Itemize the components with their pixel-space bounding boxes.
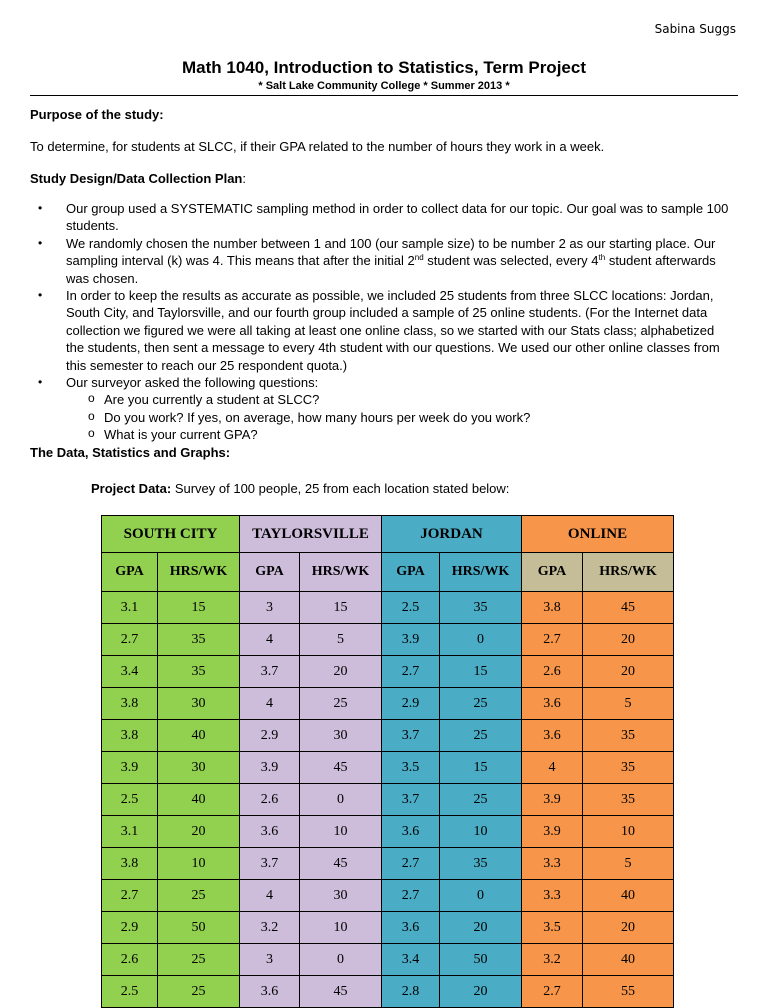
design-bullet-list [30,200,730,444]
design-heading-line: Study Design/Data Collection Plan: [30,171,246,186]
table-cell: 40 [583,944,674,976]
bullet-sampling-interval [30,235,730,287]
table-cell: 2.7 [382,880,440,912]
table-row [102,720,674,752]
table-cell: 3.5 [382,752,440,784]
table-cell: 3.8 [102,688,158,720]
table-cell: 2.7 [102,624,158,656]
table-cell: 2.9 [240,720,300,752]
table-cell: 2.7 [522,976,583,1008]
table-cell: 25 [158,944,240,976]
table-cell: 3.7 [382,784,440,816]
project-data-line [91,480,731,497]
bullet-questions-intro: Our surveyor asked the following questions: [66,375,319,391]
table-row [102,688,674,720]
table-cell: 3.1 [102,592,158,624]
col-hrs: HRS/WK [300,553,382,592]
table-cell: 3.6 [522,688,583,720]
header-online: ONLINE [522,516,674,553]
table-cell: 5 [583,848,674,880]
question-item: o Do you work? If yes, on average, how many hours per week do you work? [66,409,730,426]
table-cell: 3.1 [102,816,158,848]
table-row [102,912,674,944]
table-cell: 10 [300,816,382,848]
table-cell: 2.5 [382,592,440,624]
table-cell: 35 [440,592,522,624]
purpose-text: To determine, for students at SLCC, if their GPA related to the number of hours they work in a week. [30,139,605,154]
table-cell: 2.7 [522,624,583,656]
table-cell: 3.3 [522,848,583,880]
table-cell: 20 [583,656,674,688]
table-cell: 10 [158,848,240,880]
table-cell: 35 [158,624,240,656]
table-cell: 25 [440,720,522,752]
table-cell: 45 [583,592,674,624]
table-cell: 15 [440,656,522,688]
table-cell: 3.6 [240,816,300,848]
col-hrs: HRS/WK [158,553,240,592]
bullet-interval-text-a: We randomly chosen the number between 1 and 100 (our sample size) to be number 2 as our starting place. Our sampling interval (k) was 4. This means that after the initial 2 [66,235,716,269]
table-cell: 55 [583,976,674,1008]
col-gpa: GPA [522,553,583,592]
table-cell: 3.4 [382,944,440,976]
table-cell: 10 [300,912,382,944]
document-subtitle: * Salt Lake Community College * Summer 2013 * [258,80,510,92]
table-cell: 3.9 [522,784,583,816]
table-cell: 30 [300,880,382,912]
table-cell: 3.8 [102,848,158,880]
table-row [102,752,674,784]
table-cell: 45 [300,976,382,1008]
table-cell: 20 [158,816,240,848]
table-cell: 3.8 [102,720,158,752]
bullet-sampling-method: • Our group used a SYSTEMATIC sampling method in order to collect data for our topic. Our goal was to sample 100 students. [30,200,730,235]
table-cell: 3.4 [102,656,158,688]
table-cell: 3.3 [522,880,583,912]
table-cell: 3.8 [522,592,583,624]
table-cell: 35 [583,784,674,816]
table-cell: 3.9 [102,752,158,784]
table-cell: 35 [583,720,674,752]
table-cell: 2.7 [382,656,440,688]
data-heading: The Data, Statistics and Graphs: [30,445,231,460]
location-header-row [102,516,674,553]
question-item: o What is your current GPA? [66,426,730,443]
table-cell: 20 [440,976,522,1008]
table-cell: 2.7 [382,848,440,880]
table-cell: 10 [440,816,522,848]
title-divider [30,95,738,96]
table-cell: 25 [440,784,522,816]
table-row [102,816,674,848]
table-cell: 20 [583,912,674,944]
table-cell: 3.7 [240,848,300,880]
question-list [66,391,730,443]
sup-th: th [598,253,606,263]
table-cell: 3 [240,944,300,976]
col-hrs: HRS/WK [583,553,674,592]
table-cell: 3.6 [240,976,300,1008]
design-heading: Study Design/Data Collection Plan [30,171,243,186]
col-gpa: GPA [382,553,440,592]
table-cell: 0 [300,944,382,976]
table-cell: 2.6 [522,656,583,688]
table-cell: 2.9 [102,912,158,944]
table-cell: 40 [158,720,240,752]
table-row [102,656,674,688]
table-row [102,880,674,912]
table-cell: 10 [583,816,674,848]
table-cell: 25 [158,880,240,912]
table-row [102,976,674,1008]
document-title: Math 1040, Introduction to Statistics, Term Project [182,58,586,77]
table-cell: 3.2 [522,944,583,976]
table-cell: 4 [240,624,300,656]
table-cell: 35 [583,752,674,784]
table-cell: 15 [440,752,522,784]
table-row [102,944,674,976]
table-cell: 40 [158,784,240,816]
table-cell: 30 [300,720,382,752]
table-cell: 2.6 [240,784,300,816]
table-cell: 40 [583,880,674,912]
table-cell: 15 [158,592,240,624]
table-cell: 2.5 [102,976,158,1008]
table-cell: 3.5 [522,912,583,944]
table-cell: 3.6 [382,912,440,944]
table-cell: 35 [440,848,522,880]
table-row [102,784,674,816]
survey-data-table [101,515,674,1008]
table-cell: 3.7 [382,720,440,752]
table-row [102,848,674,880]
table-cell: 20 [440,912,522,944]
table-row [102,592,674,624]
table-cell: 0 [440,880,522,912]
col-gpa: GPA [102,553,158,592]
table-cell: 3.7 [240,656,300,688]
table-cell: 4 [240,688,300,720]
table-cell: 2.5 [102,784,158,816]
table-cell: 2.8 [382,976,440,1008]
bullet-questions [30,374,730,444]
table-cell: 15 [300,592,382,624]
author-name: Sabina Suggs [654,22,736,36]
header-south-city: SOUTH CITY [102,516,240,553]
table-cell: 50 [440,944,522,976]
table-cell: 3.9 [522,816,583,848]
table-cell: 5 [300,624,382,656]
project-data-label: Project Data: [91,481,172,496]
table-row [102,624,674,656]
header-jordan: JORDAN [382,516,522,553]
table-cell: 5 [583,688,674,720]
table-cell: 4 [240,880,300,912]
table-cell: 20 [583,624,674,656]
col-hrs: HRS/WK [440,553,522,592]
table-cell: 30 [158,752,240,784]
purpose-heading: Purpose of the study: [30,107,164,122]
table-cell: 3.6 [382,816,440,848]
table-cell: 0 [440,624,522,656]
table-cell: 3 [240,592,300,624]
table-cell: 3.6 [522,720,583,752]
question-item: o Are you currently a student at SLCC? [66,391,730,408]
col-gpa: GPA [240,553,300,592]
table-cell: 0 [300,784,382,816]
table-body [102,592,674,1008]
table-cell: 3.9 [382,624,440,656]
bullet-locations: • In order to keep the results as accurate as possible, we included 25 students from three SLCC locations: Jordan, South City, and Taylorsville, and our fourth group included a sample of 25 online students. (For the Internet data collection we figured we were all taking at least one online class, so we started with our Stats class; alphabetized the students, then sent a message to every 4th student with our questions. We used our other online classes from this semester to reach our 25 respondent quota.) [30,287,730,374]
table-cell: 45 [300,752,382,784]
table-cell: 25 [300,688,382,720]
bullet-interval-text-c: student afterwards was chosen. [66,253,716,286]
table-cell: 30 [158,688,240,720]
table-cell: 35 [158,656,240,688]
table-cell: 20 [300,656,382,688]
table-cell: 45 [300,848,382,880]
table-cell: 3.2 [240,912,300,944]
table-cell: 2.9 [382,688,440,720]
project-data-text: Survey of 100 people, 25 from each location stated below: [171,481,510,496]
table-cell: 3.9 [240,752,300,784]
table-cell: 2.6 [102,944,158,976]
table-cell: 25 [158,976,240,1008]
bullet-interval-text-b: student was selected, every 4 [423,253,599,269]
table-cell: 4 [522,752,583,784]
table-cell: 50 [158,912,240,944]
sup-nd: nd [414,253,424,263]
table-cell: 2.7 [102,880,158,912]
column-header-row [102,553,674,592]
header-taylorsville: TAYLORSVILLE [240,516,382,553]
table-cell: 25 [440,688,522,720]
